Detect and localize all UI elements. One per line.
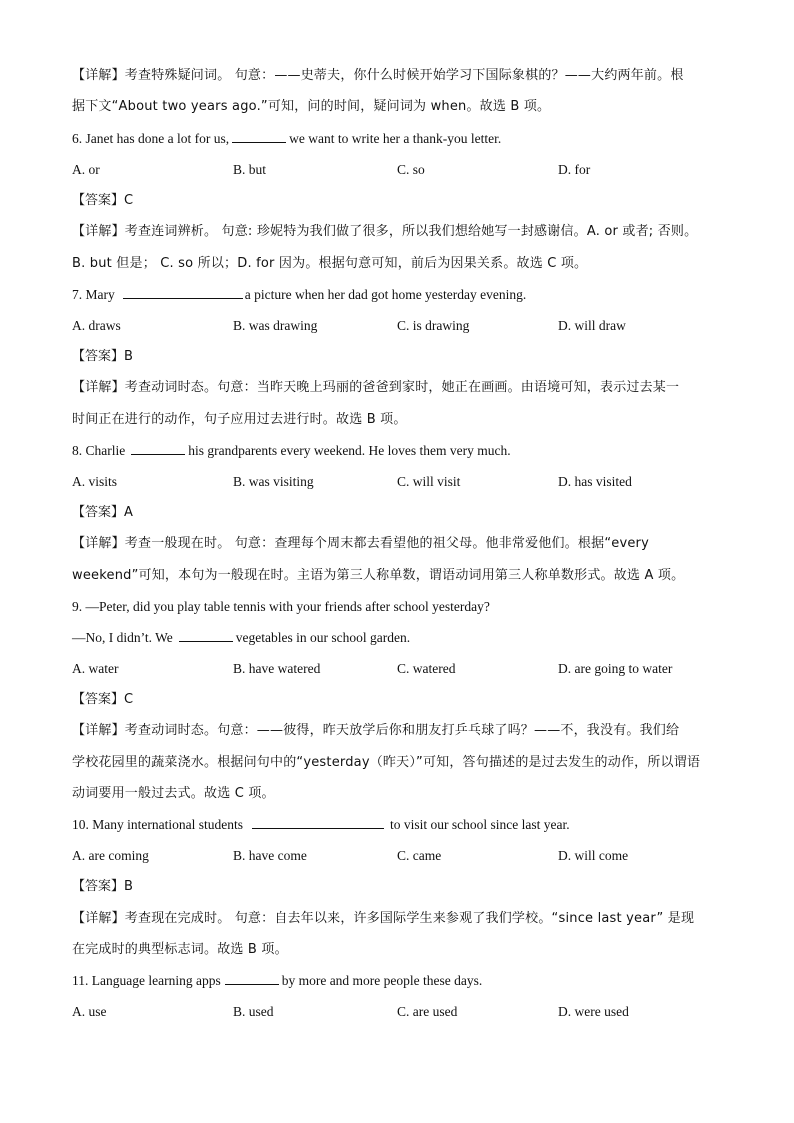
- q7-option-d: D. will draw: [558, 318, 626, 333]
- q6-option-d: D. for: [558, 162, 591, 177]
- q6-stem: [72, 129, 501, 149]
- q8-answer: 【答案】A: [72, 505, 133, 520]
- q11-stem-before: 11. Language learning apps: [72, 973, 221, 988]
- q7-explanation-line-1: 【详解】考查动词时态。句意：当昨天晚上玛丽的爸爸到家时，她正在画画。由语境可知，表示过去某一: [72, 380, 680, 395]
- q10-stem-after: to visit our school since last year.: [389, 817, 570, 832]
- q6-answer: 【答案】C: [72, 193, 134, 208]
- q9-stem-after: vegetables in our school garden.: [235, 630, 411, 645]
- q8-option-d: D. has visited: [558, 474, 632, 489]
- q10-answer: 【答案】B: [72, 879, 133, 894]
- q7-options: [72, 316, 772, 336]
- q9-explanation-line-3: 动词要用一般过去式。故选 C 项。: [72, 786, 275, 801]
- q10-stem-before: 10. Many international students: [72, 817, 243, 832]
- q6-blank: [232, 129, 286, 143]
- q5-explanation-line-1: 【详解】考查特殊疑问词。 句意：——史蒂夫，你什么时候开始学习下国际象棋的？——大约两年前。根: [72, 68, 684, 83]
- q7-stem: [72, 285, 526, 305]
- q6-explanation-line-1: 【详解】考查连词辨析。 句意: 珍妮特为我们做了很多，所以我们想给她写一封感谢信。A. or 或者; 否则。: [72, 224, 698, 239]
- q9-option-a: A. water: [72, 661, 119, 676]
- q6-options: [72, 160, 772, 180]
- q6-option-c: C. so: [397, 162, 425, 177]
- q11-stem: [72, 971, 482, 991]
- q8-options: [72, 472, 772, 492]
- q6-stem-before: 6. Janet has done a lot for us,: [72, 131, 230, 146]
- q6-explanation-line-2: B. but 但是； C. so 所以；D. for 因为。根据句意可知，前后为因果关系。故选 C 项。: [72, 256, 588, 271]
- q8-option-b: B. was visiting: [233, 474, 314, 489]
- q7-stem-before: 7. Mary: [72, 287, 115, 302]
- q7-option-c: C. is drawing: [397, 318, 470, 333]
- q8-option-a: A. visits: [72, 474, 118, 489]
- q10-options: [72, 846, 772, 866]
- q10-option-d: D. will come: [558, 848, 629, 863]
- q9-options: [72, 659, 772, 679]
- q9-option-c: C. watered: [397, 661, 456, 676]
- q9-explanation-line-1: 【详解】考查动词时态。句意：——彼得，昨天放学后你和朋友打乒乓球了吗？——不，我没有。我们给: [72, 723, 680, 738]
- q8-option-c: C. will visit: [397, 474, 461, 489]
- q10-option-c: C. came: [397, 848, 442, 863]
- q7-answer: 【答案】B: [72, 349, 133, 364]
- q10-blank: [252, 815, 384, 829]
- q8-explanation-line-1: 【详解】考查一般现在时。 句意：查理每个周末都去看望他的祖父母。他非常爱他们。根据“every: [72, 536, 649, 551]
- q10-option-b: B. have come: [233, 848, 307, 863]
- q9-stem-before: —No, I didn’t. We: [72, 630, 173, 645]
- q9-blank: [179, 628, 233, 642]
- q9-option-d: D. are going to water: [558, 661, 673, 676]
- q8-blank: [131, 441, 185, 455]
- q11-option-a: A. use: [72, 1004, 107, 1019]
- q10-explanation-line-2: 在完成时的典型标志词。故选 B 项。: [72, 942, 288, 957]
- q8-stem-before: 8. Charlie: [72, 443, 126, 458]
- q7-stem-after: a picture when her dad got home yesterday evening.: [244, 287, 527, 302]
- q7-option-b: B. was drawing: [233, 318, 318, 333]
- q9-stem-line-2: [72, 628, 410, 648]
- q11-option-d: D. were used: [558, 1004, 629, 1019]
- q11-option-b: B. used: [233, 1004, 274, 1019]
- q11-options: [72, 1002, 772, 1022]
- q10-explanation-line-1: 【详解】考查现在完成时。 句意：自去年以来，许多国际学生来参观了我们学校。“since last year” 是现: [72, 911, 695, 926]
- q6-stem-after: we want to write her a thank-you letter.: [289, 131, 502, 146]
- q10-option-a: A. are coming: [72, 848, 149, 863]
- q11-option-c: C. are used: [397, 1004, 458, 1019]
- q5-explanation-line-2: 据下文“About two years ago.”可知，问的时间，疑问词为 when。故选 B 项。: [72, 99, 551, 114]
- q7-option-a: A. draws: [72, 318, 121, 333]
- q11-blank: [225, 971, 279, 985]
- q6-option-b: B. but: [233, 162, 267, 177]
- q9-option-b: B. have watered: [233, 661, 321, 676]
- q7-explanation-line-2: 时间正在进行的动作，句子应用过去进行时。故选 B 项。: [72, 412, 407, 427]
- q10-stem: [72, 815, 570, 835]
- q6-option-a: A. or: [72, 162, 100, 177]
- q9-explanation-line-2: 学校花园里的蔬菜浇水。根据问句中的“yesterday（昨天）”可知，答句描述的是过去发生的动作，所以谓语: [72, 755, 701, 770]
- q8-stem: [72, 441, 511, 461]
- q8-stem-after: his grandparents every weekend. He loves them very much.: [188, 443, 511, 458]
- q8-explanation-line-2: weekend”可知，本句为一般现在时。主语为第三人称单数，谓语动词用第三人称单数形式。故选 A 项。: [72, 568, 685, 583]
- q9-stem-line-1: 9. —Peter, did you play table tennis with your friends after school yesterday?: [72, 599, 490, 614]
- q11-stem-after: by more and more people these days.: [281, 973, 483, 988]
- q9-answer: 【答案】C: [72, 692, 134, 707]
- q7-blank: [123, 285, 243, 299]
